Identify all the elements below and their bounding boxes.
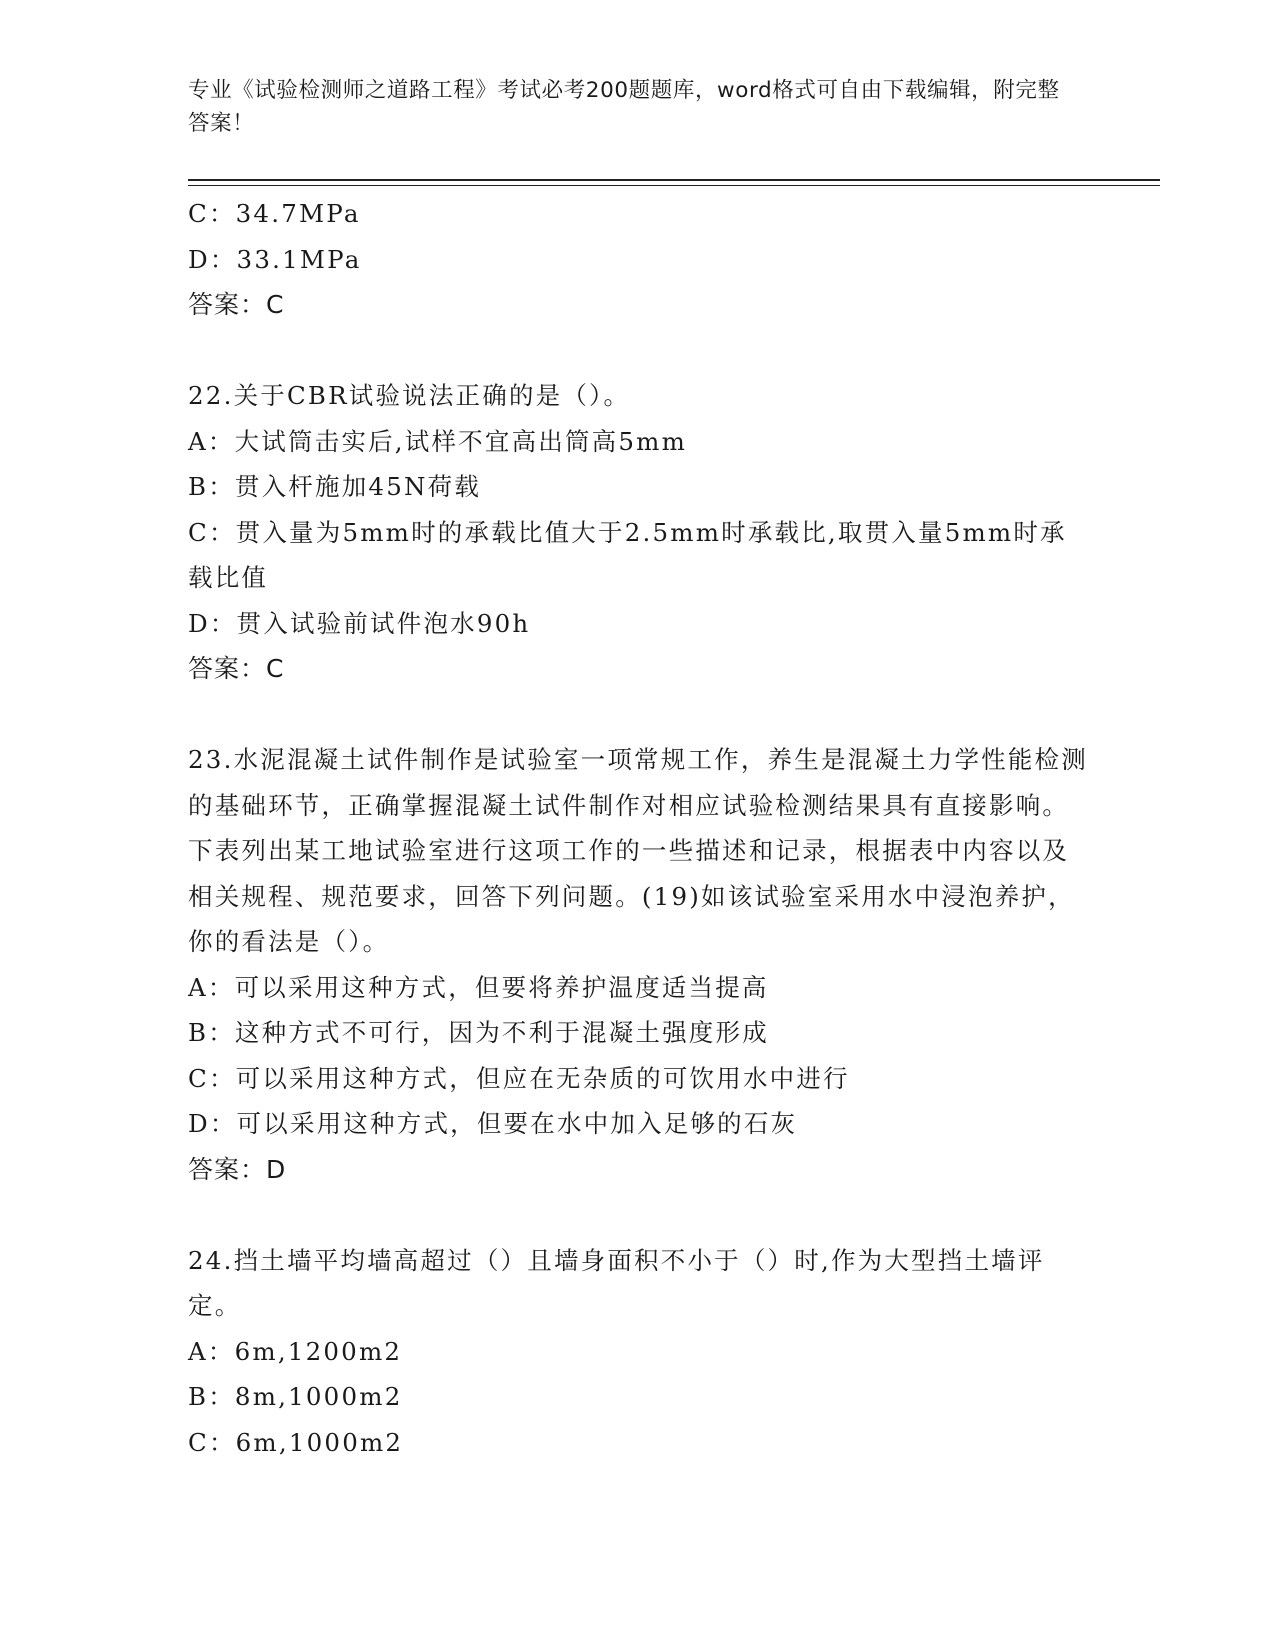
option-d: D：33.1MPa xyxy=(188,244,362,274)
question-stem: 23.水泥混凝土试件制作是试验室一项常规工作，养生是混凝土力学性能检测的基础环节，正确掌握混凝土试件制作对相应试验检测结果具有直接影响。下表列出某工地试验室进行这项工作的一些描述和记录，根据表中内容以及相关规程、规范要求，回答下列问题。(19)如该试验室采用水中浸泡养护，你的看法是（）。 xyxy=(188,745,1088,956)
question-22 xyxy=(188,373,1088,692)
option-b: B：这种方式不可行，因为不利于混凝土强度形成 xyxy=(188,1018,769,1047)
question-23 xyxy=(188,737,1088,1192)
document-header xyxy=(188,74,1068,140)
option-c: C：34.7MPa xyxy=(188,199,361,228)
option-a: A：6m,1200m2 xyxy=(188,1336,403,1366)
option-b: B：8m,1000m2 xyxy=(188,1382,403,1411)
option-c: C：贯入量为5mm时的承载比值大于2.5mm时承载比,取贯入量5mm时承载比值 xyxy=(188,517,1067,592)
option-d: D：贯入试验前试件泡水90h xyxy=(188,608,531,638)
document-body xyxy=(188,191,1088,1465)
answer-line: 答案：C xyxy=(188,654,285,683)
option-c: C：可以采用这种方式，但应在无杂质的可饮用水中进行 xyxy=(188,1063,850,1093)
question-continuation xyxy=(188,191,1088,328)
answer-line: 答案：C xyxy=(188,290,285,319)
option-a: A：大试筒击实后,试样不宜高出筒高5mm xyxy=(188,426,688,456)
option-d: D：可以采用这种方式，但要在水中加入足够的石灰 xyxy=(188,1109,798,1138)
question-24 xyxy=(188,1238,1088,1466)
header-divider xyxy=(188,179,1160,186)
question-stem: 22.关于CBR试验说法正确的是（）。 xyxy=(188,381,631,410)
answer-line: 答案：D xyxy=(188,1154,287,1184)
option-a: A：可以采用这种方式，但要将养护温度适当提高 xyxy=(188,972,769,1002)
question-stem: 24.挡土墙平均墙高超过（）且墙身面积不小于（）时,作为大型挡土墙评定。 xyxy=(188,1245,1045,1320)
option-b: B：贯入杆施加45N荷载 xyxy=(188,472,482,501)
header-text: 专业《试验检测师之道路工程》考试必考200题题库，word格式可自由下载编辑，附完整答案！ xyxy=(188,78,1060,136)
option-c: C：6m,1000m2 xyxy=(188,1427,404,1457)
